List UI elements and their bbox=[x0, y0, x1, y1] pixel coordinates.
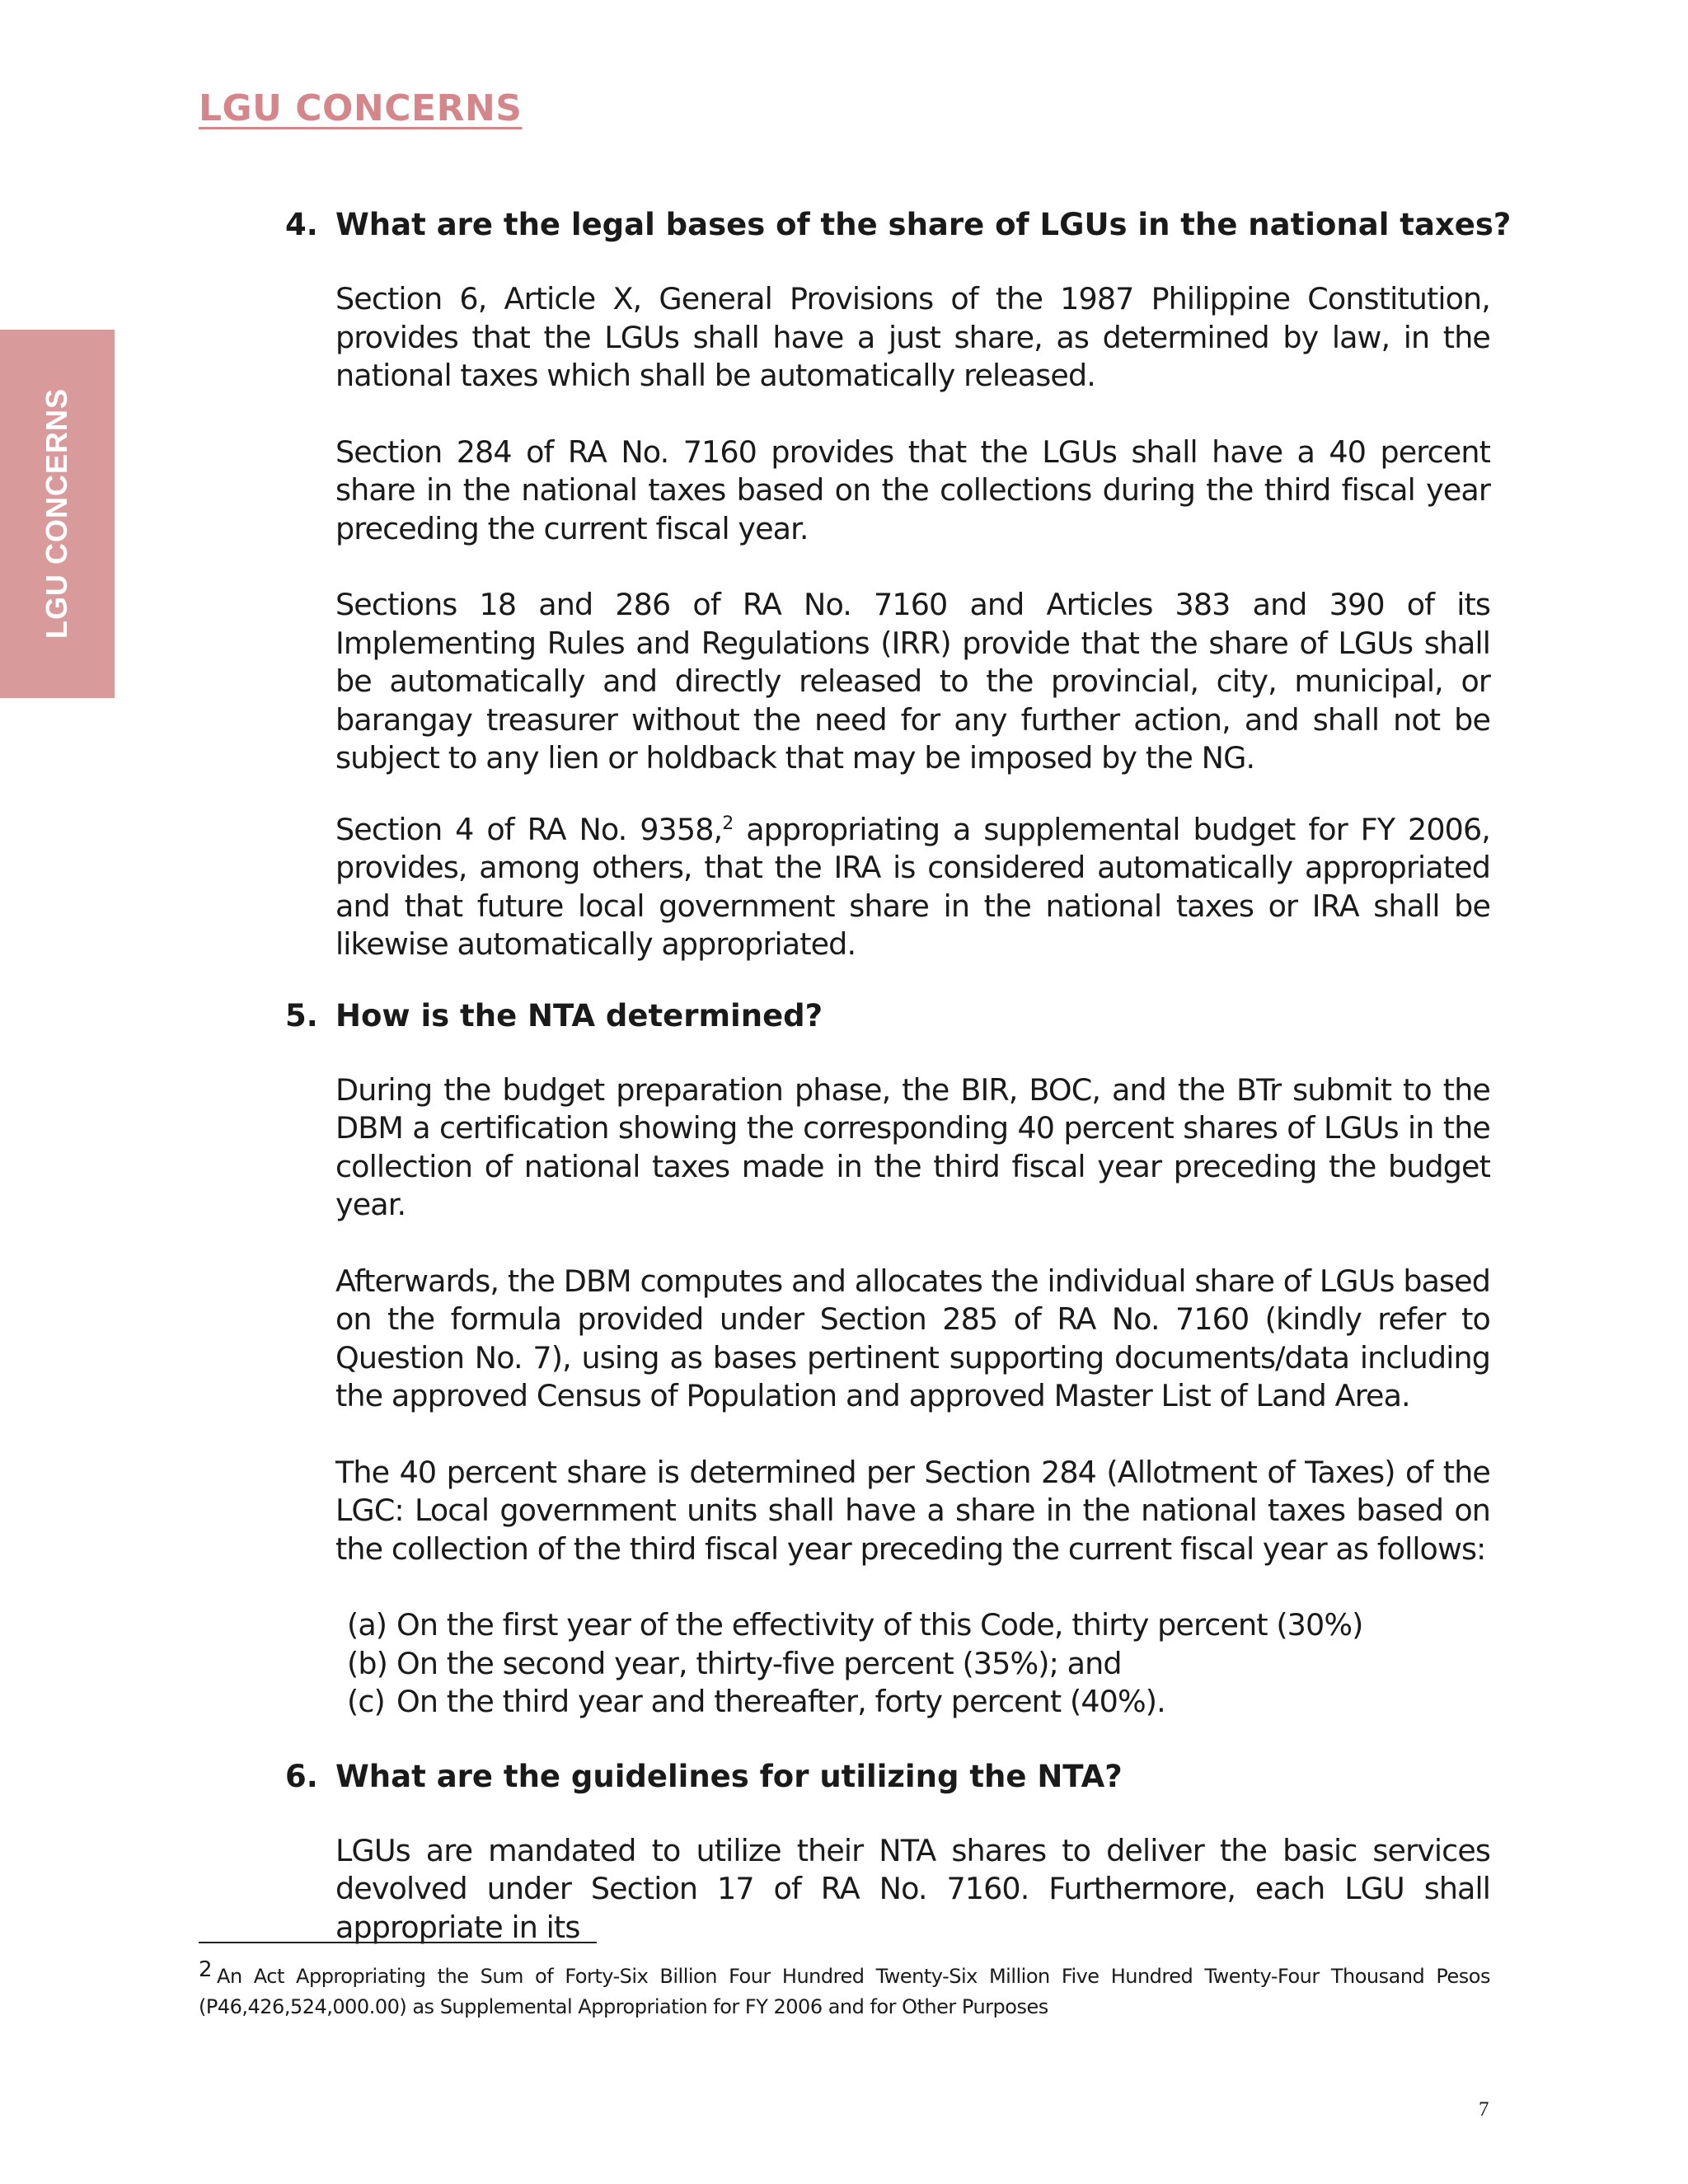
list-item bbox=[347, 1683, 1490, 1722]
page-number: 7 bbox=[1479, 2098, 1489, 2121]
list-item-label: (b) bbox=[347, 1645, 387, 1681]
paragraph-text: appropriating a supplemental budget for FY 2006, provides, among others, that the IRA is considered automatically appropriated and that future local government share in the national taxes or IRA shall be likewise automatically appropriated. bbox=[335, 811, 1490, 962]
question-number: 6. bbox=[285, 1758, 318, 1794]
question-number: 5. bbox=[285, 997, 318, 1033]
question-heading bbox=[285, 997, 1490, 1035]
list-item-label: (c) bbox=[347, 1684, 385, 1719]
footnote-reference: 2 bbox=[722, 813, 734, 834]
list-item-text: On the second year, thirty-five percent (35%); and bbox=[396, 1645, 1122, 1681]
page-header-title: LGU CONCERNS bbox=[199, 87, 523, 129]
list-item-text: On the third year and thereafter, forty percent (40%). bbox=[396, 1684, 1165, 1719]
question-text: What are the legal bases of the share of LGUs in the national taxes? bbox=[335, 207, 1512, 242]
question-heading bbox=[285, 1758, 1490, 1796]
body-paragraph: The 40 percent share is determined per Section 284 (Allotment of Taxes) of the LGC: Local government units shall have a share in the national taxes based on the collection of the third fiscal year preceding the current fiscal year as follows: bbox=[335, 1454, 1490, 1567]
footnote-text: An Act Appropriating the Sum of Forty-Six Billion Four Hundred Twenty-Six Million Five Hundred Twenty-Four Thousand Pesos (P46,426,524,000.00) as Supplemental Appropriation for FY 2006 and for Other Purposes bbox=[199, 1965, 1490, 2018]
question-text: What are the guidelines for utilizing the NTA? bbox=[335, 1758, 1123, 1794]
list-item bbox=[347, 1645, 1490, 1684]
question-number: 4. bbox=[285, 207, 318, 242]
list-item bbox=[347, 1606, 1490, 1645]
side-tab-label: LGU CONCERNS bbox=[40, 387, 73, 640]
list-item-label: (a) bbox=[347, 1607, 387, 1643]
body-paragraph: Section 6, Article X, General Provisions of the 1987 Philippine Constitution, provides that the LGUs shall have a just share, as determined by law, in the national taxes which shall be automatically released. bbox=[335, 281, 1490, 393]
side-tab bbox=[0, 330, 115, 698]
body-paragraph: During the budget preparation phase, the BIR, BOC, and the BTr submit to the DBM a certification showing the corresponding 40 percent shares of LGUs in the collection of national taxes made in the third fiscal year preceding the budget year. bbox=[335, 1071, 1490, 1222]
paragraph-text: Section 4 of RA No. 9358, bbox=[335, 811, 723, 847]
main-content bbox=[285, 206, 1512, 1985]
footnote bbox=[199, 1957, 1490, 2022]
footnote-mark: 2 bbox=[199, 1957, 213, 1982]
question-heading bbox=[285, 206, 1512, 244]
body-paragraph: Afterwards, the DBM computes and allocates the individual share of LGUs based on the formula provided under Section 285 of RA No. 7160 (kindly refer to Question No. 7), using as bases pertinent supporting documents/data including the approved Census of Population and approved Master List of Land Area. bbox=[335, 1263, 1490, 1413]
body-paragraph: Sections 18 and 286 of RA No. 7160 and Articles 383 and 390 of its Implementing Rules and Regulations (IRR) provide that the share of LGUs shall be automatically and directly released to the provincial, city, municipal, or barangay treasurer without the need for any further action, and shall not be subject to any lien or holdback that may be imposed by the NG. bbox=[335, 587, 1490, 776]
body-paragraph: Section 284 of RA No. 7160 provides that the LGUs shall have a 40 percent share in the national taxes based on the collections during the third fiscal year preceding the current fiscal year. bbox=[335, 434, 1490, 546]
footnote-divider bbox=[199, 1942, 597, 1943]
body-paragraph: LGUs are mandated to utilize their NTA shares to deliver the basic services devolved under Section 17 of RA No. 7160. Furthermore, each LGU shall appropriate in its bbox=[335, 1832, 1490, 1945]
body-paragraph-with-footnote bbox=[335, 811, 1490, 964]
allotment-list bbox=[347, 1606, 1490, 1722]
list-item-text: On the first year of the effectivity of this Code, thirty percent (30%) bbox=[396, 1607, 1363, 1643]
question-text: How is the NTA determined? bbox=[335, 997, 823, 1033]
